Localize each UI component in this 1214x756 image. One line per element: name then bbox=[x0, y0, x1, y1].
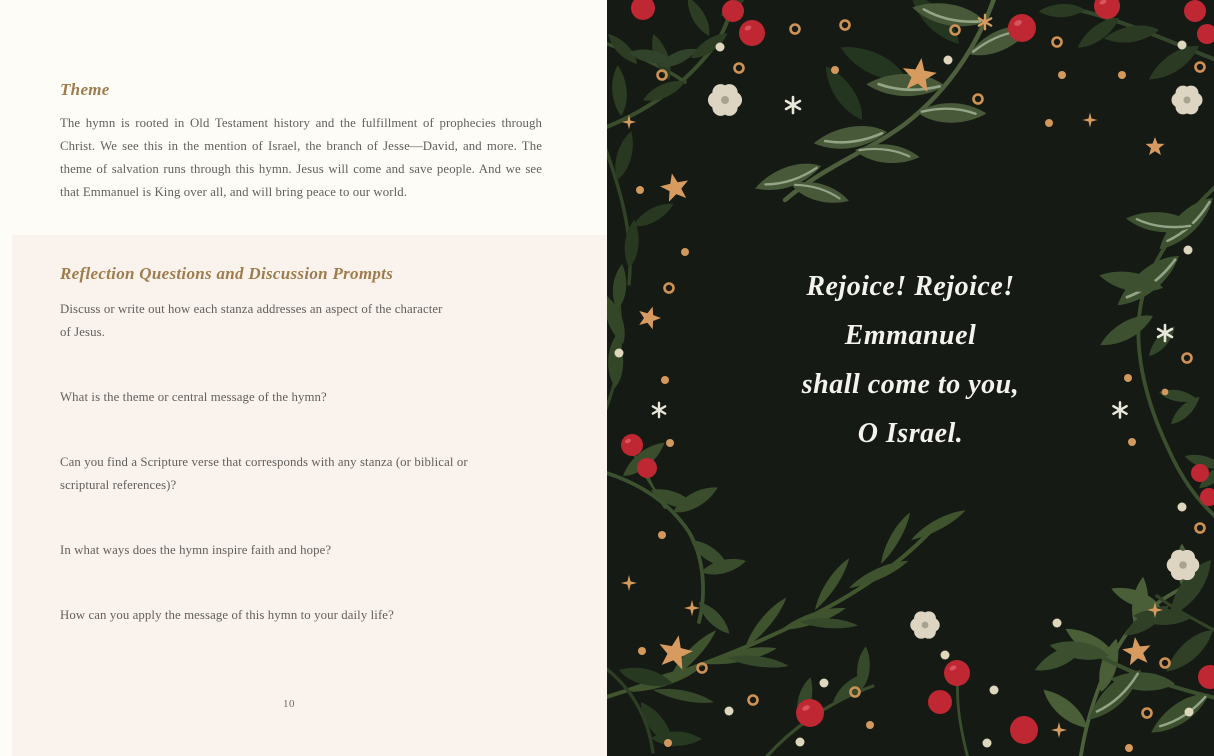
reflection-question bbox=[60, 451, 542, 497]
quote-line: shall come to you, bbox=[801, 369, 1020, 400]
question-line: of Jesus. bbox=[60, 325, 105, 339]
reflection-section bbox=[60, 264, 542, 669]
branch-top-left-illustration bbox=[607, 0, 755, 284]
reflection-question bbox=[60, 604, 542, 627]
paragraph-line: that Emmanuel is King over all, and will bring peace to our world. bbox=[60, 185, 408, 199]
theme-heading: Theme bbox=[60, 80, 110, 99]
quote-line: Emmanuel bbox=[844, 320, 977, 351]
question-line: Can you find a Scripture verse that corresponds with any stanza (or biblical or bbox=[60, 455, 468, 469]
reflection-heading: Reflection Questions and Discussion Prompts bbox=[60, 264, 394, 283]
reflection-question bbox=[60, 298, 542, 344]
question-line: In what ways does the hymn inspire faith and hope? bbox=[60, 543, 332, 557]
quote-line: Rejoice! Rejoice! bbox=[806, 271, 1015, 302]
page-number: 10 bbox=[283, 698, 295, 710]
reflection-question bbox=[60, 539, 542, 562]
question-line: What is the theme or central message of the hymn? bbox=[60, 390, 327, 404]
hymn-quote bbox=[607, 262, 1214, 458]
paragraph-line: The hymn is rooted in Old Testament history and the fulfillment of prophecies through bbox=[60, 116, 542, 130]
paragraph-line: theme of salvation runs through this hymn. Jesus will come and save people. And we see bbox=[60, 162, 542, 176]
question-line: scriptural references)? bbox=[60, 478, 177, 492]
theme-paragraph bbox=[60, 112, 542, 204]
question-line: How can you apply the message of this hymn to your daily life? bbox=[60, 608, 394, 622]
question-line: Discuss or write out how each stanza addresses an aspect of the character bbox=[60, 302, 443, 316]
right-page bbox=[607, 0, 1214, 756]
theme-section bbox=[60, 80, 542, 204]
reflection-question bbox=[60, 386, 542, 409]
paragraph-line: Christ. We see this in the mention of Israel, the branch of Jesse—David, and more. The bbox=[60, 139, 542, 153]
quote-line: O Israel. bbox=[857, 418, 964, 449]
